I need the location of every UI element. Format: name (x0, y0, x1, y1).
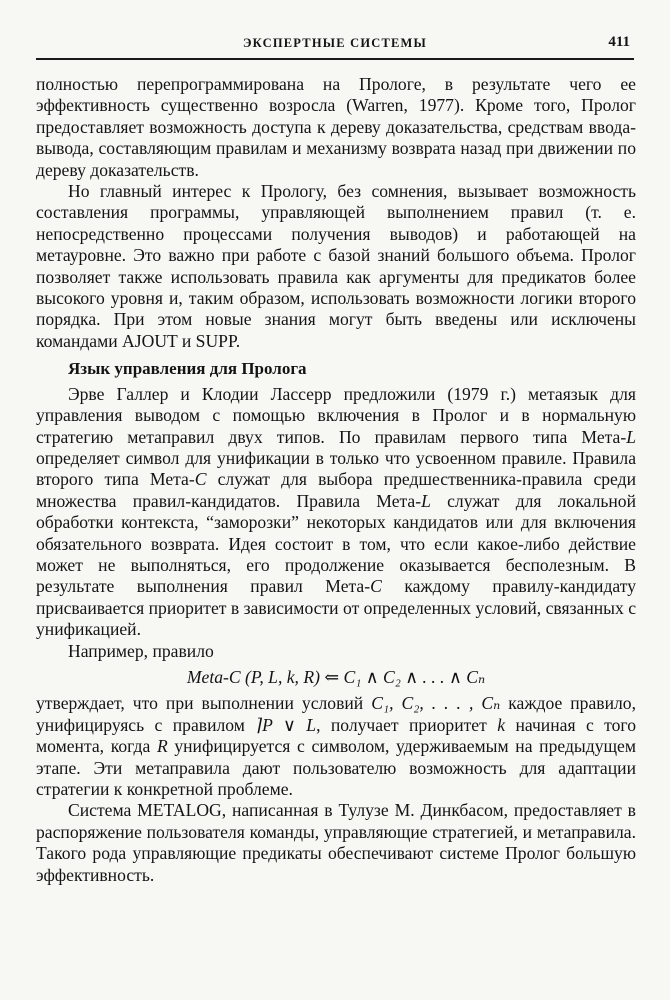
paragraph-3 (36, 384, 636, 641)
p3-part-b: определяет символ для унификации в только что усвоенном правиле. Правила второго типа Мета- (36, 447, 636, 490)
p3-part-d: служат для локальной обработки контекста, “заморозки” некоторых кандидатов или для включения обязательного возврата. Идея состоит в том, что если какое-либо действие может не выполняться, его продолжение оказывается бесполезным. В результате выполнения правил Мета- (36, 490, 637, 597)
p5-priority-k: k (497, 714, 506, 735)
p3-meta-l-1: L (626, 426, 636, 447)
page-number: 411 (608, 34, 630, 50)
p5-rule: ⌉P ∨ L (255, 714, 317, 735)
p5-part-c: , получает приоритет (316, 714, 498, 735)
p3-part-c: служат для выбора предшественника-правила среди множества правил-кандидатов. Правила Мета- (36, 469, 636, 511)
page-header (36, 32, 634, 60)
paragraph-4: Например, правило (68, 640, 214, 661)
p3-meta-c-2: C (370, 576, 382, 597)
p5-conditions: C₁, C₂, . . . , Cₙ (371, 693, 501, 714)
paragraph-5 (36, 693, 636, 800)
paragraph-1: полностью перепрограммирована на Прологе, в результате чего ее эффективность существенно возросла (Warren, 1977). Кроме того, Пролог предоставляет возможность доступа к дереву доказательства, средствам ввода-вывода, составляющим правилам и механизму возврата назад при движении по дереву доказательств. (36, 74, 636, 180)
p3-part-a: Эрве Галлер и Клодии Лассерр предложили (1979 г.) метаязык для управления выводом с помощью включения в Пролог и в нормальную стратегию метаправил двух типов. По правилам первого типа Мета- (36, 383, 636, 447)
p5-part-e: унифицируется с символом, удерживаемым на предыдущем этапе. Эти метаправила дают пользователю возможность для адаптации стратегии к конкретной проблеме. (36, 736, 636, 799)
p3-meta-l-2: L (421, 490, 431, 511)
p3-part-e: каждому правилу-кандидату присваивается приоритет в зависимости от определенных условий, связанных с унификацией. (36, 576, 636, 640)
running-head: ЭКСПЕРТНЫЕ СИСТЕМЫ (242, 36, 428, 50)
metarule-formula: Meta-C (P, L, k, R) ⇐ C₁ ∧ C₂ ∧ . . . ∧ Cₙ (186, 666, 486, 687)
body-text (36, 74, 636, 886)
section-heading: Язык управления для Пролога (68, 359, 307, 379)
p3-meta-c-1: C (194, 469, 207, 490)
paragraph-2: Но главный интерес к Прологу, без сомнения, вызывает возможность составления программы, управляющей выполнением правил (т. е. непосредственно процессами получения выводов) и работающей на метауровне. Это важно при работе с базой знаний большого объема. Пролог позволяет также использовать правила как аргументы для предикатов более высокого уровня и, таким образом, использовать возможности логики второго порядка. При этом новые знания могут быть введены или исключены командами AJOUT и SUPP. (36, 181, 636, 351)
paragraph-6: Система METALOG, написанная в Тулузе М. Динкбасом, предоставляет в распоряжение пользователя команды, управляющие стратегией, и метаправила. Такого рода управляющие предикаты обеспечивают системе Пролог большую эффективность. (36, 800, 636, 885)
p5-part-a: утверждает, что при выполнении условий (36, 693, 372, 714)
p5-symbol-r: R (156, 736, 168, 757)
p5-part-d: начиная с того момента, когда (36, 714, 636, 757)
p5-part-b: каждое правило, унифицируясь с правилом (36, 693, 636, 735)
